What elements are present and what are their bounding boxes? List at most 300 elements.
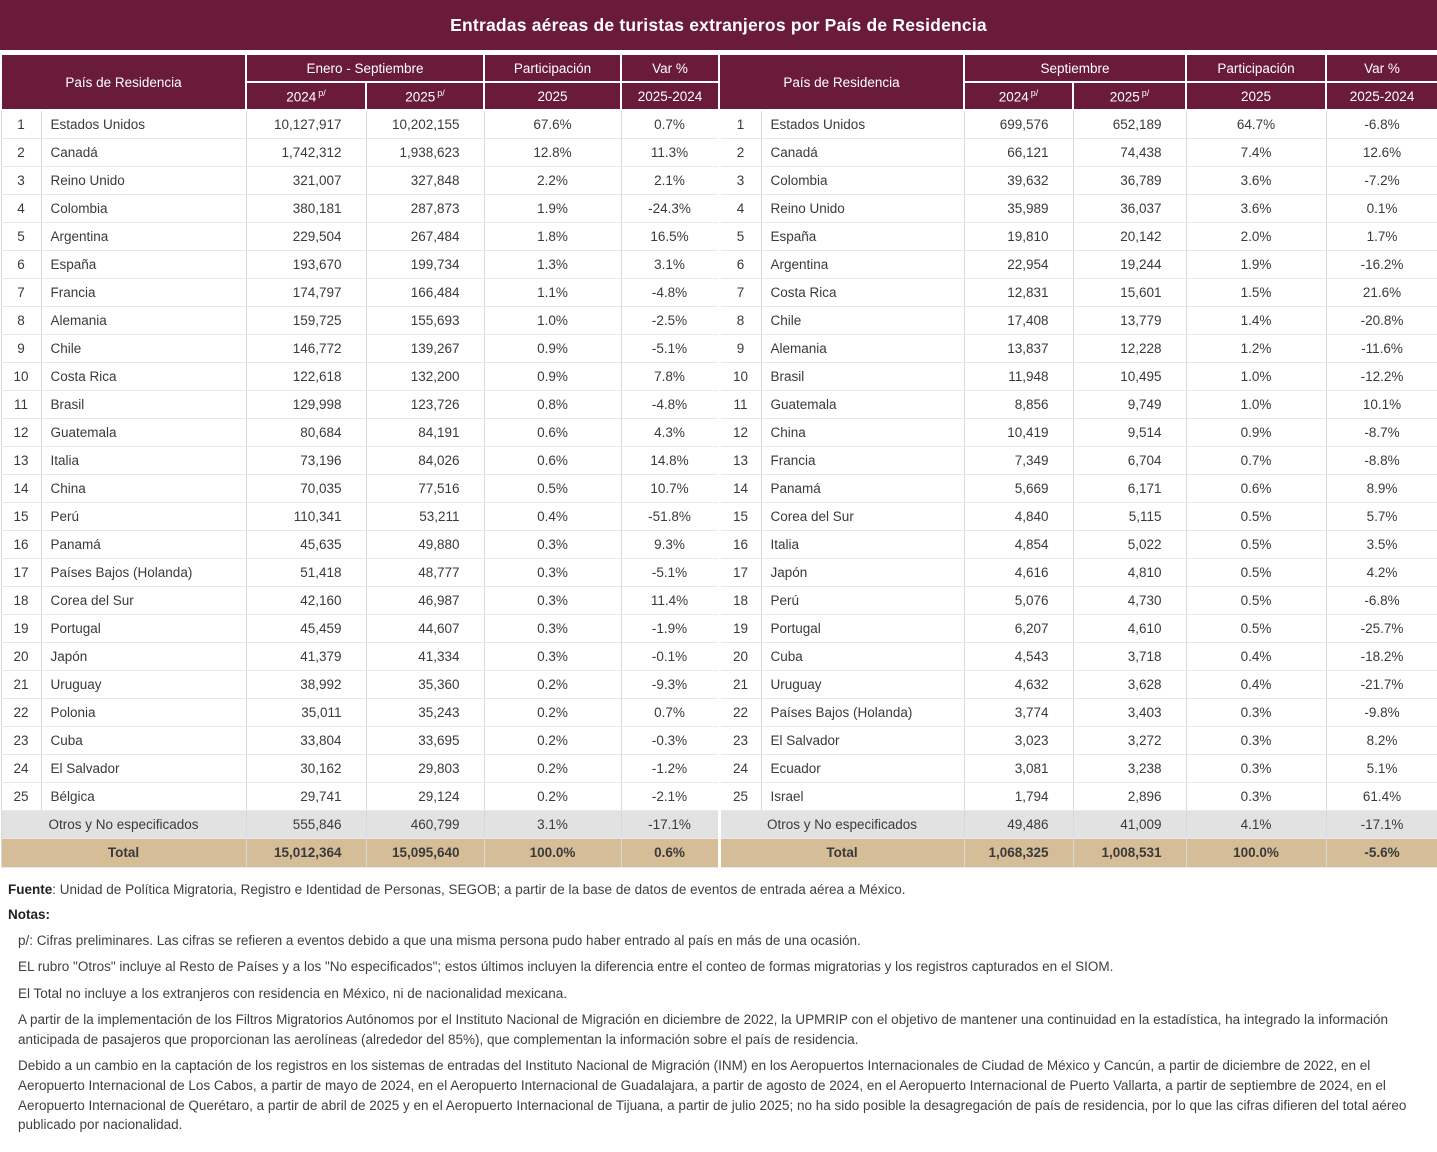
participation-share: 0.3% — [484, 586, 621, 614]
value-2025: 36,789 — [1073, 166, 1186, 194]
value-2024: 380,181 — [246, 194, 366, 222]
table-row — [1, 278, 1437, 306]
participation-share: 0.4% — [1186, 642, 1326, 670]
variation-pct: 10.1% — [1326, 390, 1437, 418]
participation-year-right: 2025 — [1186, 82, 1326, 110]
otros-share-left: 3.1% — [484, 810, 621, 838]
value-2024: 51,418 — [246, 558, 366, 586]
country-name: Cuba — [41, 726, 246, 754]
value-2025: 327,848 — [366, 166, 484, 194]
country-name: Chile — [41, 334, 246, 362]
participation-share: 0.5% — [1186, 586, 1326, 614]
participation-share: 0.5% — [484, 474, 621, 502]
value-2025: 3,628 — [1073, 670, 1186, 698]
rank: 21 — [1, 670, 41, 698]
rank: 24 — [1, 754, 41, 782]
participation-share: 1.3% — [484, 250, 621, 278]
country-name: Ecuador — [761, 754, 964, 782]
participation-header-right: Participación — [1186, 54, 1326, 82]
value-2025: 3,718 — [1073, 642, 1186, 670]
table-row — [1, 110, 1437, 138]
variation-pct: 61.4% — [1326, 782, 1437, 810]
value-2025: 41,334 — [366, 642, 484, 670]
value-2025: 46,987 — [366, 586, 484, 614]
table-row — [1, 446, 1437, 474]
value-2024: 42,160 — [246, 586, 366, 614]
variation-pct: -2.5% — [621, 306, 719, 334]
value-2025: 4,730 — [1073, 586, 1186, 614]
value-2025: 3,272 — [1073, 726, 1186, 754]
table-row — [1, 726, 1437, 754]
value-2025: 139,267 — [366, 334, 484, 362]
value-2025: 132,200 — [366, 362, 484, 390]
country-name: Brasil — [41, 390, 246, 418]
value-2025: 35,360 — [366, 670, 484, 698]
variation-pct: -25.7% — [1326, 614, 1437, 642]
participation-share: 0.9% — [1186, 418, 1326, 446]
participation-share: 1.5% — [1186, 278, 1326, 306]
participation-share: 1.9% — [484, 194, 621, 222]
variation-pct: 2.1% — [621, 166, 719, 194]
value-2024: 17,408 — [964, 306, 1073, 334]
variation-pct: -9.8% — [1326, 698, 1437, 726]
value-2025: 166,484 — [366, 278, 484, 306]
table-body — [1, 110, 1437, 810]
rank: 20 — [1, 642, 41, 670]
variation-pct: 11.4% — [621, 586, 719, 614]
country-name: Reino Unido — [41, 166, 246, 194]
variation-pct: 0.1% — [1326, 194, 1437, 222]
rank: 18 — [719, 586, 761, 614]
value-2024: 70,035 — [246, 474, 366, 502]
value-2024: 4,854 — [964, 530, 1073, 558]
variation-pct: 21.6% — [1326, 278, 1437, 306]
variation-pct: 8.9% — [1326, 474, 1437, 502]
country-name: Argentina — [41, 222, 246, 250]
value-2025: 13,779 — [1073, 306, 1186, 334]
participation-share: 0.2% — [484, 670, 621, 698]
rank: 12 — [1, 418, 41, 446]
table-row — [1, 502, 1437, 530]
period-header-right: Septiembre — [964, 54, 1186, 82]
preliminary-mark: p/ — [1141, 87, 1150, 98]
value-2025: 267,484 — [366, 222, 484, 250]
value-2024: 3,081 — [964, 754, 1073, 782]
value-2024: 80,684 — [246, 418, 366, 446]
value-2024: 5,076 — [964, 586, 1073, 614]
participation-share: 0.3% — [484, 614, 621, 642]
table-row — [1, 390, 1437, 418]
table-row — [1, 698, 1437, 726]
value-2024: 13,837 — [964, 334, 1073, 362]
country-name: Costa Rica — [761, 278, 964, 306]
rank: 14 — [1, 474, 41, 502]
table-row — [1, 222, 1437, 250]
variation-pct: 3.1% — [621, 250, 719, 278]
value-2024: 11,948 — [964, 362, 1073, 390]
preliminary-mark: p/ — [1030, 87, 1039, 98]
rank: 2 — [1, 138, 41, 166]
report-title: Entradas aéreas de turistas extranjeros por País de Residencia — [450, 14, 987, 35]
country-name: China — [41, 474, 246, 502]
otros-2025-right: 41,009 — [1073, 810, 1186, 838]
value-2024: 174,797 — [246, 278, 366, 306]
participation-share: 0.8% — [484, 390, 621, 418]
variation-pct: -4.8% — [621, 390, 719, 418]
value-2025: 84,191 — [366, 418, 484, 446]
variation-pct: -1.2% — [621, 754, 719, 782]
table-row — [1, 250, 1437, 278]
rank: 22 — [1, 698, 41, 726]
participation-share: 0.3% — [1186, 754, 1326, 782]
value-2025: 29,803 — [366, 754, 484, 782]
value-2025: 48,777 — [366, 558, 484, 586]
variation-pct: 4.3% — [621, 418, 719, 446]
table-summary — [1, 810, 1437, 867]
total-label-right: Total — [719, 838, 964, 867]
country-name: Bélgica — [41, 782, 246, 810]
rank: 17 — [719, 558, 761, 586]
participation-share: 7.4% — [1186, 138, 1326, 166]
value-2024: 110,341 — [246, 502, 366, 530]
value-2024: 38,992 — [246, 670, 366, 698]
rank: 20 — [719, 642, 761, 670]
rank: 13 — [1, 446, 41, 474]
year-2024-header-right: 2024 $^{p/}$ — [964, 82, 1073, 110]
value-2024: 12,831 — [964, 278, 1073, 306]
table-row — [1, 642, 1437, 670]
value-2024: 3,023 — [964, 726, 1073, 754]
total-2024-right: 1,068,325 — [964, 838, 1073, 867]
variation-pct: -0.3% — [621, 726, 719, 754]
table-row — [1, 586, 1437, 614]
participation-header-left: Participación — [484, 54, 621, 82]
otros-2024-right: 49,486 — [964, 810, 1073, 838]
rank: 10 — [719, 362, 761, 390]
value-2024: 45,635 — [246, 530, 366, 558]
participation-share: 0.3% — [484, 642, 621, 670]
rank: 5 — [1, 222, 41, 250]
country-name: Polonia — [41, 698, 246, 726]
year-2025-header-left: 2025 $^{p/}$ — [366, 82, 484, 110]
value-2025: 6,704 — [1073, 446, 1186, 474]
rank: 3 — [1, 166, 41, 194]
country-name: Perú — [41, 502, 246, 530]
country-name: Cuba — [761, 642, 964, 670]
value-2025: 652,189 — [1073, 110, 1186, 138]
country-name: Argentina — [761, 250, 964, 278]
participation-share: 1.0% — [484, 306, 621, 334]
variation-pct: 12.6% — [1326, 138, 1437, 166]
variation-pct: 11.3% — [621, 138, 719, 166]
table-row — [1, 334, 1437, 362]
variation-pct: -20.8% — [1326, 306, 1437, 334]
participation-share: 2.2% — [484, 166, 621, 194]
value-2025: 33,695 — [366, 726, 484, 754]
rank: 10 — [1, 362, 41, 390]
participation-share: 0.2% — [484, 782, 621, 810]
variation-pct: 10.7% — [621, 474, 719, 502]
participation-share: 0.3% — [484, 530, 621, 558]
value-2024: 146,772 — [246, 334, 366, 362]
table-row — [1, 754, 1437, 782]
value-2024: 122,618 — [246, 362, 366, 390]
rank: 7 — [1, 278, 41, 306]
rank: 15 — [1, 502, 41, 530]
variation-pct: 16.5% — [621, 222, 719, 250]
table-row — [1, 474, 1437, 502]
participation-share: 0.7% — [1186, 446, 1326, 474]
country-name: Perú — [761, 586, 964, 614]
participation-share: 0.5% — [1186, 530, 1326, 558]
participation-share: 1.0% — [1186, 390, 1326, 418]
rank: 13 — [719, 446, 761, 474]
country-name: Brasil — [761, 362, 964, 390]
preliminary-mark: p/ — [318, 87, 326, 98]
participation-share: 67.6% — [484, 110, 621, 138]
country-name: Corea del Sur — [761, 502, 964, 530]
value-2025: 5,022 — [1073, 530, 1186, 558]
value-2024: 4,543 — [964, 642, 1073, 670]
rank: 6 — [719, 250, 761, 278]
country-name: Países Bajos (Holanda) — [41, 558, 246, 586]
rank: 21 — [719, 670, 761, 698]
year-2024-header-left: 2024 $^{p/}$ — [246, 82, 366, 110]
value-2025: 74,438 — [1073, 138, 1186, 166]
variation-pct: 5.1% — [1326, 754, 1437, 782]
rank: 4 — [719, 194, 761, 222]
participation-share: 0.6% — [484, 446, 621, 474]
note-line: Debido a un cambio en la captación de los registros en los sistemas de entradas del Instituto Nacional de Migración (INM) en los Aeropuertos Internacionales de Ciudad de México y Cancún, a partir de diciembre de 2022, en el Aeropuerto Internacional de Los Cabos, a partir de mayo de 2024, en el Aeropuerto Internacional de Guadalajara, a partir de agosto de 2024, en el Aeropuerto Internacional de Puerto Vallarta, a partir de septiembre de 2024, en el Aeropuerto Internacional de Querétaro, a partir de abril de 2025 y en el Aeropuerto Internacional de Tijuana, a partir de julio 2025; no ha sido posible la desagregación de país de residencia, por lo que las cifras difieren del total aéreo publicado por nacionalidad. — [18, 1058, 1407, 1133]
country-name: Colombia — [41, 194, 246, 222]
value-2025: 287,873 — [366, 194, 484, 222]
total-var-right: -5.6% — [1326, 838, 1437, 867]
variation-pct: -0.1% — [621, 642, 719, 670]
country-name: Uruguay — [761, 670, 964, 698]
value-2024: 3,774 — [964, 698, 1073, 726]
country-name: Israel — [761, 782, 964, 810]
value-2025: 29,124 — [366, 782, 484, 810]
value-2025: 6,171 — [1073, 474, 1186, 502]
variation-pct: 14.8% — [621, 446, 719, 474]
note-line: p/: Cifras preliminares. Las cifras se refieren a eventos debido a que una misma persona pudo haber entrado al país en más de una ocasión. — [18, 932, 861, 948]
table-row — [1, 614, 1437, 642]
rank: 12 — [719, 418, 761, 446]
table-row — [1, 194, 1437, 222]
participation-share: 0.2% — [484, 754, 621, 782]
otros-2024-left: 555,846 — [246, 810, 366, 838]
table-row — [1, 306, 1437, 334]
rank: 25 — [1, 782, 41, 810]
value-2024: 29,741 — [246, 782, 366, 810]
participation-share: 64.7% — [1186, 110, 1326, 138]
variation-pct: -11.6% — [1326, 334, 1437, 362]
value-2025: 36,037 — [1073, 194, 1186, 222]
variation-pct: 1.7% — [1326, 222, 1437, 250]
participation-share: 0.3% — [1186, 726, 1326, 754]
otros-share-right: 4.1% — [1186, 810, 1326, 838]
value-2025: 10,495 — [1073, 362, 1186, 390]
rank: 3 — [719, 166, 761, 194]
value-2024: 321,007 — [246, 166, 366, 194]
country-name: Panamá — [761, 474, 964, 502]
value-2024: 35,989 — [964, 194, 1073, 222]
participation-share: 1.4% — [1186, 306, 1326, 334]
country-name: China — [761, 418, 964, 446]
value-2025: 4,610 — [1073, 614, 1186, 642]
country-name: Portugal — [41, 614, 246, 642]
country-name: Canadá — [761, 138, 964, 166]
participation-share: 0.6% — [1186, 474, 1326, 502]
participation-share: 1.1% — [484, 278, 621, 306]
variation-pct: -6.8% — [1326, 110, 1437, 138]
participation-share: 3.6% — [1186, 194, 1326, 222]
value-2025: 123,726 — [366, 390, 484, 418]
rank: 9 — [719, 334, 761, 362]
total-2024-left: 15,012,364 — [246, 838, 366, 867]
participation-share: 0.5% — [1186, 614, 1326, 642]
participation-share: 0.4% — [1186, 670, 1326, 698]
country-name: Francia — [761, 446, 964, 474]
total-share-left: 100.0% — [484, 838, 621, 867]
value-2024: 5,669 — [964, 474, 1073, 502]
value-2024: 30,162 — [246, 754, 366, 782]
var-header-left: Var % — [621, 54, 719, 82]
country-name: España — [761, 222, 964, 250]
otros-var-left: -17.1% — [621, 810, 719, 838]
country-header-left: País de Residencia — [1, 54, 246, 110]
country-name: Reino Unido — [761, 194, 964, 222]
country-name: Chile — [761, 306, 964, 334]
country-name: Estados Unidos — [41, 110, 246, 138]
variation-pct: 0.7% — [621, 110, 719, 138]
rank: 2 — [719, 138, 761, 166]
value-2024: 19,810 — [964, 222, 1073, 250]
rank: 6 — [1, 250, 41, 278]
value-2024: 1,794 — [964, 782, 1073, 810]
otros-label-left: Otros y No especificados — [1, 810, 246, 838]
value-2024: 159,725 — [246, 306, 366, 334]
rank: 1 — [1, 110, 41, 138]
rank: 15 — [719, 502, 761, 530]
variation-pct: -8.7% — [1326, 418, 1437, 446]
total-row — [1, 838, 1437, 867]
table-header — [1, 54, 1437, 110]
value-2024: 73,196 — [246, 446, 366, 474]
value-2025: 84,026 — [366, 446, 484, 474]
rank: 4 — [1, 194, 41, 222]
rank: 11 — [1, 390, 41, 418]
report-title-bar — [0, 0, 1437, 50]
value-2025: 12,228 — [1073, 334, 1186, 362]
variation-pct: -12.2% — [1326, 362, 1437, 390]
source-label: Fuente — [8, 881, 53, 897]
rank: 25 — [719, 782, 761, 810]
variation-pct: -5.1% — [621, 558, 719, 586]
variation-pct: -8.8% — [1326, 446, 1437, 474]
table-row — [1, 362, 1437, 390]
value-2025: 44,607 — [366, 614, 484, 642]
rank: 1 — [719, 110, 761, 138]
participation-share: 0.3% — [1186, 698, 1326, 726]
country-name: Canadá — [41, 138, 246, 166]
country-name: Italia — [761, 530, 964, 558]
participation-share: 1.2% — [1186, 334, 1326, 362]
rank: 17 — [1, 558, 41, 586]
value-2025: 155,693 — [366, 306, 484, 334]
participation-share: 1.9% — [1186, 250, 1326, 278]
value-2025: 19,244 — [1073, 250, 1186, 278]
notes-list — [8, 931, 1427, 1135]
table-row — [1, 782, 1437, 810]
otros-2025-left: 460,799 — [366, 810, 484, 838]
rank: 14 — [719, 474, 761, 502]
rank: 11 — [719, 390, 761, 418]
value-2025: 9,749 — [1073, 390, 1186, 418]
value-2025: 4,810 — [1073, 558, 1186, 586]
participation-share: 0.9% — [484, 334, 621, 362]
footer-notes — [0, 868, 1437, 1152]
variation-pct: 8.2% — [1326, 726, 1437, 754]
country-name: Francia — [41, 278, 246, 306]
value-2025: 3,403 — [1073, 698, 1186, 726]
participation-share: 1.8% — [484, 222, 621, 250]
value-2025: 53,211 — [366, 502, 484, 530]
value-2024: 10,127,917 — [246, 110, 366, 138]
table-row — [1, 530, 1437, 558]
value-2025: 9,514 — [1073, 418, 1186, 446]
total-2025-left: 15,095,640 — [366, 838, 484, 867]
country-name: Italia — [41, 446, 246, 474]
participation-share: 0.9% — [484, 362, 621, 390]
variation-pct: -4.8% — [621, 278, 719, 306]
participation-share: 0.4% — [484, 502, 621, 530]
country-name: Estados Unidos — [761, 110, 964, 138]
tourist-arrivals-table — [0, 53, 1437, 868]
variation-pct: -18.2% — [1326, 642, 1437, 670]
note-line: A partir de la implementación de los Filtros Migratorios Autónomos por el Instituto Nacional de Migración en diciembre de 2022, la UPMRIP con el objetivo de mantener una continuidad en la estadística, ha integrado la información anticipada de pasajeros que proporcionan las aerolíneas (alrededor del 85%), que complementan la información sobre el país de residencia. — [18, 1012, 1389, 1047]
variation-pct: -9.3% — [621, 670, 719, 698]
participation-share: 0.3% — [1186, 782, 1326, 810]
variation-pct: 7.8% — [621, 362, 719, 390]
country-name: Alemania — [761, 334, 964, 362]
table-row — [1, 558, 1437, 586]
variation-pct: -7.2% — [1326, 166, 1437, 194]
rank: 9 — [1, 334, 41, 362]
variation-pct: -2.1% — [621, 782, 719, 810]
var-header-right: Var % — [1326, 54, 1437, 82]
table-row — [1, 138, 1437, 166]
value-2024: 1,742,312 — [246, 138, 366, 166]
variation-pct: -5.1% — [621, 334, 719, 362]
variation-pct: 3.5% — [1326, 530, 1437, 558]
country-name: Japón — [41, 642, 246, 670]
participation-share: 0.5% — [1186, 558, 1326, 586]
note-line: EL rubro "Otros" incluye al Resto de Países y a los "No especificados"; estos últimos incluyen la diferencia entre el conteo de formas migratorias y los registros capturados en el SIOM. — [18, 959, 1114, 975]
otros-var-right: -17.1% — [1326, 810, 1437, 838]
variation-pct: -6.8% — [1326, 586, 1437, 614]
rank: 7 — [719, 278, 761, 306]
variation-pct: -51.8% — [621, 502, 719, 530]
period-header-left: Enero - Septiembre — [246, 54, 484, 82]
country-name: Panamá — [41, 530, 246, 558]
country-name: Guatemala — [761, 390, 964, 418]
country-header-right: País de Residencia — [719, 54, 964, 110]
country-name: Corea del Sur — [41, 586, 246, 614]
country-name: Alemania — [41, 306, 246, 334]
variation-pct: 5.7% — [1326, 502, 1437, 530]
country-name: El Salvador — [41, 754, 246, 782]
